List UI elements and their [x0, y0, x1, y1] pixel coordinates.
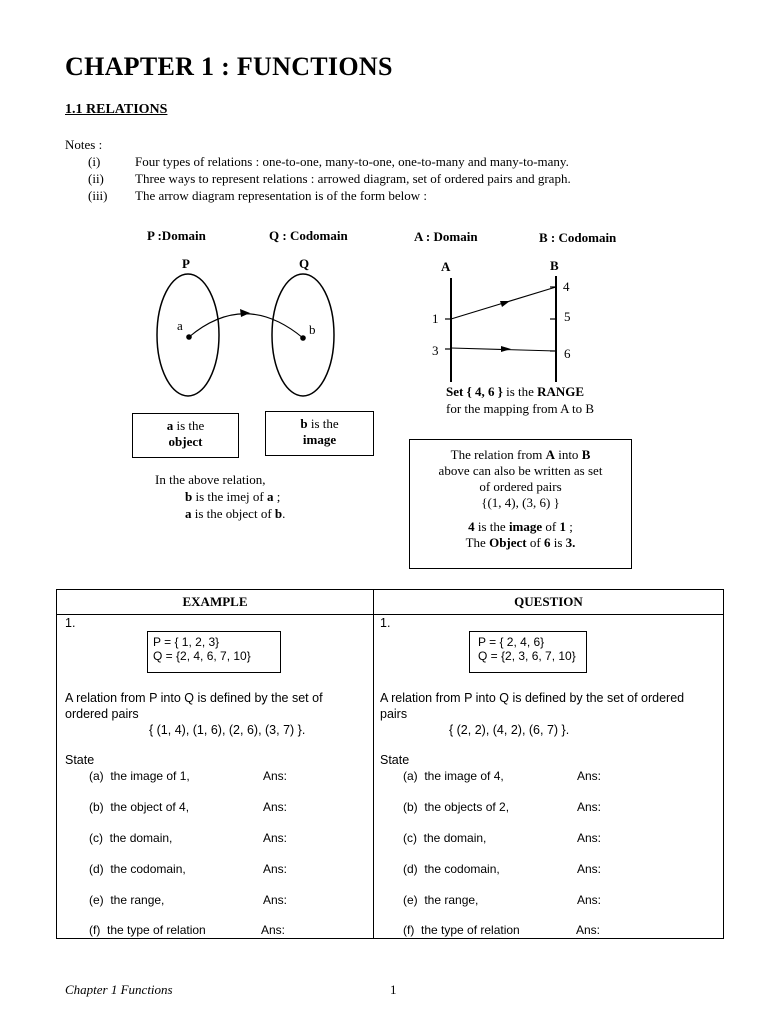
element-b: b [309, 322, 316, 337]
example-ans-f: Ans: [261, 923, 286, 937]
question-item-f: (f) the type of relation [403, 923, 520, 937]
ordered-pairs-box: The relation from A into B above can also be written as set of ordered pairs {(1, 4), (3, 6) } 4 is the image of 1 ; The Object of 6 is 3. [409, 439, 632, 569]
example-pairs: { (1, 4), (1, 6), (2, 6), (3, 7) }. [149, 723, 306, 737]
example-item-d: (d) the codomain, [89, 862, 186, 876]
example-item-c: (c) the domain, [89, 831, 173, 845]
example-relation-line2: ordered pairs [65, 707, 139, 721]
ordered-pairs-line2: above can also be written as set [438, 463, 603, 478]
page-number: 1 [390, 982, 397, 997]
note-item [88, 154, 569, 170]
example-number: 1. [65, 616, 76, 630]
question-ans-e: Ans: [577, 893, 602, 907]
example-ans-a: Ans: [263, 769, 288, 783]
example-sets-box [147, 631, 281, 673]
notes-label: Notes : [65, 137, 103, 152]
example-set-p: P = { 1, 2, 3} [153, 635, 220, 649]
question-item-c: (c) the domain, [403, 831, 487, 845]
arrow-head [501, 346, 511, 352]
example-item-f: (f) the type of relation [89, 923, 206, 937]
codomain-label-b: B : Codomain [539, 230, 617, 245]
mapping-arrow [189, 314, 303, 338]
question-item-e: (e) the range, [403, 893, 479, 907]
example-item-e: (e) the range, [89, 893, 165, 907]
question-item-d: (d) the codomain, [403, 862, 500, 876]
image-box-text: is the [307, 416, 339, 431]
range-statement: Set { 4, 6 } is the RANGE [446, 384, 585, 399]
relation-note-line2: b is the imej of a ; [185, 489, 281, 504]
footer-chapter: Chapter 1 Functions [65, 982, 173, 997]
relation-note-line1: In the above relation, [155, 472, 266, 487]
question-set-p: P = { 2, 4, 6} [478, 635, 545, 649]
image-box [265, 411, 374, 456]
note-number: (iii) [88, 188, 108, 203]
set-a-label: A [441, 259, 451, 274]
question-pairs: { (2, 2), (4, 2), (6, 7) }. [449, 723, 570, 737]
set-q-ellipse [272, 274, 334, 396]
question-relation-line1: A relation from P into Q is defined by the set of ordered [380, 691, 685, 705]
page-title: CHAPTER 1 : FUNCTIONS [65, 52, 393, 81]
example-ans-b: Ans: [263, 800, 288, 814]
example-question-table [56, 589, 724, 939]
note-item [88, 171, 571, 187]
example-ans-c: Ans: [263, 831, 288, 845]
object-box-letter: a [166, 418, 174, 433]
example-item-b: (b) the object of 4, [89, 800, 190, 814]
a-value-3: 3 [432, 343, 439, 358]
example-header: EXAMPLE [182, 594, 248, 609]
arrow-head [500, 301, 510, 307]
set-q-label: Q [299, 256, 310, 271]
example-ans-d: Ans: [263, 862, 288, 876]
arrow-head [240, 309, 250, 317]
note-item [88, 188, 427, 204]
example-item-a: (a) the image of 1, [89, 769, 190, 783]
note-text: Three ways to represent relations : arrowed diagram, set of ordered pairs and graph. [135, 171, 571, 186]
example-ans-e: Ans: [263, 893, 288, 907]
example-set-q: Q = {2, 4, 6, 7, 10} [153, 649, 251, 663]
ordered-pairs-set: {(1, 4), (3, 6) } [481, 495, 560, 510]
image-box-word: image [302, 432, 337, 447]
domain-label-p: P :Domain [147, 228, 206, 243]
note-number: (ii) [88, 171, 104, 186]
question-header: QUESTION [514, 594, 583, 609]
question-ans-d: Ans: [577, 862, 602, 876]
a-value-1: 1 [432, 311, 439, 326]
b-value-5: 5 [564, 309, 571, 324]
question-ans-b: Ans: [577, 800, 602, 814]
b-value-4: 4 [563, 279, 570, 294]
example-relation-line1: A relation from P into Q is defined by the set of [65, 691, 323, 705]
note-text: Four types of relations : one-to-one, many-to-one, one-to-many and many-to-many. [135, 154, 569, 169]
question-item-a: (a) the image of 4, [403, 769, 504, 783]
question-number: 1. [380, 616, 391, 630]
codomain-label-q: Q : Codomain [269, 228, 348, 243]
image-box-letter: b [300, 416, 308, 431]
question-relation-line2: pairs [380, 707, 408, 721]
question-set-q: Q = {2, 3, 6, 7, 10} [478, 649, 576, 663]
note-text: The arrow diagram representation is of the form below : [135, 188, 428, 203]
object-box-word: object [168, 434, 203, 449]
section-heading: 1.1 RELATIONS [65, 102, 168, 117]
relation-note-line3: a is the object of b. [185, 506, 286, 521]
question-ans-f: Ans: [576, 923, 601, 937]
domain-label-a: A : Domain [414, 229, 478, 244]
question-ans-c: Ans: [577, 831, 602, 845]
question-state: State [380, 753, 410, 767]
question-ans-a: Ans: [577, 769, 602, 783]
question-sets-box [469, 631, 587, 673]
object-box [132, 413, 239, 458]
element-a: a [177, 318, 183, 333]
note-number: (i) [88, 154, 101, 169]
range-statement-line2: for the mapping from A to B [446, 401, 595, 416]
b-value-6: 6 [564, 346, 571, 361]
example-state: State [65, 753, 95, 767]
set-p-label: P [182, 256, 190, 271]
set-b-label: B [550, 258, 559, 273]
ordered-pairs-line3: of ordered pairs [479, 479, 562, 494]
question-item-b: (b) the objects of 2, [403, 800, 510, 814]
object-box-text: is the [173, 418, 205, 433]
arrow-diagram-right [440, 270, 570, 385]
arrow-diagram-left [140, 265, 340, 405]
